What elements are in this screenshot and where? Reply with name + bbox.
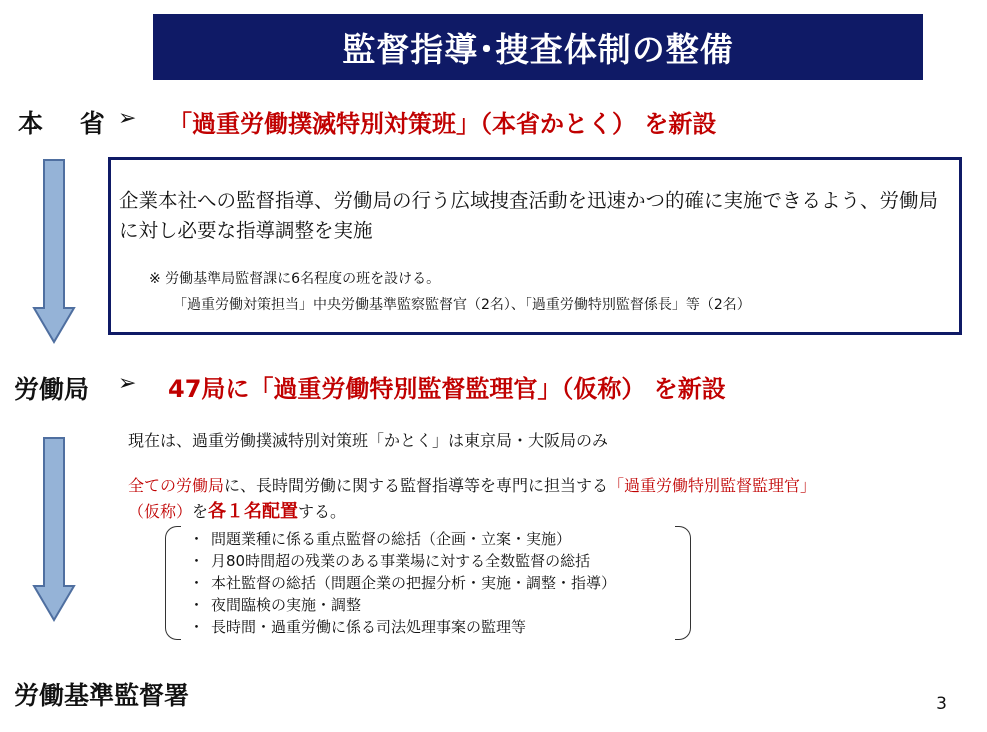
kyoku-headline: 47局に「過重労働特別監督監理官」（仮称） を新設	[168, 375, 726, 403]
list-item-text: 本社監督の総括（問題企業の把握分析・実施・調整・指導）	[211, 574, 617, 592]
honsho-info-box	[108, 157, 962, 335]
all-bureaus-text: 全ての労働局	[128, 476, 225, 495]
down-arrow-icon	[32, 158, 76, 344]
level-label-sho: 労働基準監督署	[14, 681, 190, 710]
assignment-particle-text: を	[192, 502, 209, 521]
one-each-text: 各１名配置	[208, 501, 299, 522]
list-item-text: 問題業種に係る重点監督の総括（企画・立案・実施）	[211, 530, 572, 548]
bullet-dot: ・	[189, 574, 205, 592]
assignment-end-text: する。	[298, 502, 347, 521]
list-item	[189, 528, 616, 550]
list-item-text: 夜間臨検の実施・調整	[211, 596, 362, 614]
bullet-dot: ・	[189, 596, 205, 614]
position-name-text: 「過重労働特別監督監理官」	[608, 476, 817, 495]
current-status-text: 現在は、過重労働撲滅特別対策班「かとく」は東京局・大阪局のみ	[128, 431, 609, 450]
list-item	[189, 616, 616, 638]
honsho-box-text: 企業本社への監督指導、労働局の行う広域捜査活動を迅速かつ的確に実施できるよう、労働局に対し必要な指導調整を実施	[119, 189, 939, 242]
right-bracket	[675, 526, 691, 640]
arrow-bullet-icon: ➢	[118, 106, 137, 131]
list-item	[189, 594, 616, 616]
down-arrow-icon	[32, 436, 76, 622]
list-item-text: 月80時間超の残業のある事業場に対する全数監督の総括	[211, 552, 591, 570]
honsho-headline: 「過重労働撲滅特別対策班」（本省かとく） を新設	[168, 110, 717, 138]
assignment-text-line-2	[128, 497, 346, 523]
honsho-note-line-1: ※ 労働基準局監督課に6名程度の班を設ける。	[149, 271, 441, 287]
left-bracket	[165, 526, 181, 640]
level-label-honsho: 本 省	[18, 109, 119, 138]
page-title: 監督指導･捜査体制の整備	[153, 14, 923, 80]
page-number: 3	[936, 694, 947, 714]
bullet-dot: ・	[189, 530, 205, 548]
bullet-dot: ・	[189, 552, 205, 570]
bullet-dot: ・	[189, 618, 205, 636]
list-item	[189, 572, 616, 594]
honsho-note-line-2: 「過重労働対策担当」中央労働基準監察監督官（2名）、「過重労働特別監督係長」等（2名）	[173, 297, 751, 313]
duties-list-box	[165, 526, 691, 640]
assignment-text-line-1	[128, 473, 816, 496]
list-item	[189, 550, 616, 572]
assignment-mid-text: に、長時間労働に関する監督指導等を専門に担当する	[224, 476, 609, 495]
arrow-bullet-icon: ➢	[118, 371, 137, 396]
level-label-kyoku: 労働局	[14, 375, 90, 404]
duties-list	[189, 528, 616, 638]
list-item-text: 長時間・過重労働に係る司法処理事案の監理等	[211, 618, 527, 636]
tentative-name-text: （仮称）	[128, 502, 193, 521]
